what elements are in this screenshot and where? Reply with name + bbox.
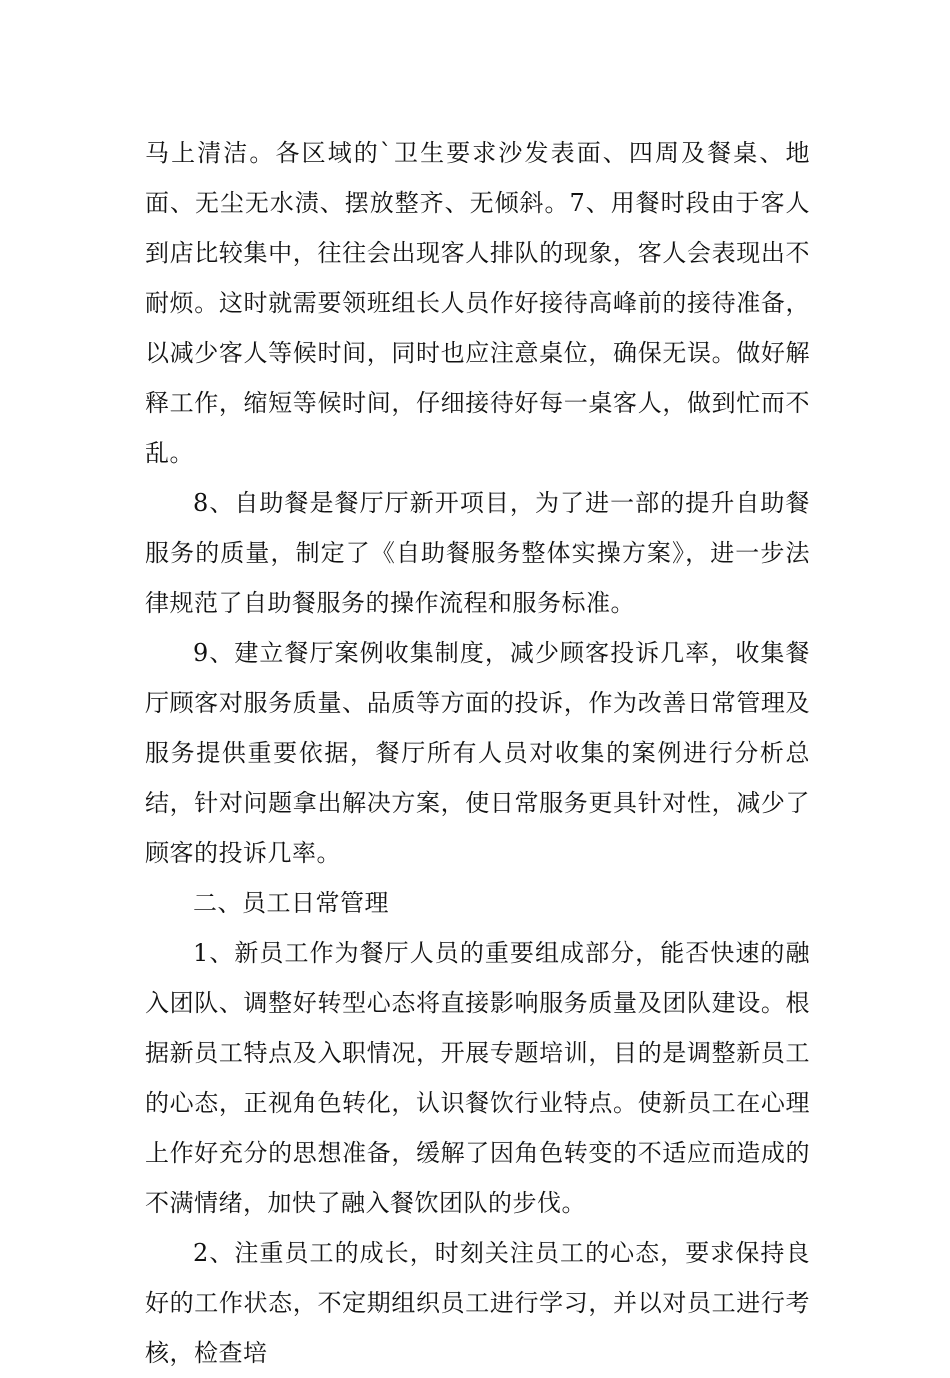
section-heading-staff-management: 二、员工日常管理	[193, 889, 389, 917]
paragraph-staff-growth: 2、注重员工的成长，时刻关注员工的心态，要求保持良好的工作状态，不定期组织员工进行学习，并以对员工进行考核，检查培	[145, 1239, 810, 1367]
paragraph-buffet-service: 8、自助餐是餐厅厅新开项目，为了进一部的提升自助餐服务的质量，制定了《自助餐服务整体实操方案》，进一步法律规范了自助餐服务的操作流程和服务标准。	[145, 489, 810, 617]
paragraph-case-collection: 9、建立餐厅案例收集制度，减少顾客投诉几率，收集餐厅顾客对服务质量、品质等方面的投诉，作为改善日常管理及服务提供重要依据，餐厅所有人员对收集的案例进行分析总结，针对问题拿出解决方案，使日常服务更具针对性，减少了顾客的投诉几率。	[145, 639, 810, 867]
document-body	[145, 128, 810, 1378]
paragraph-cleaning-service: 马上清洁。各区域的`卫生要求沙发表面、四周及餐桌、地面、无尘无水渍、摆放整齐、无倾斜。7、用餐时段由于客人到店比较集中，往往会出现客人排队的现象，客人会表现出不耐烦。这时就需要领班组长人员作好接待高峰前的接待准备，以减少客人等候时间，同时也应注意桌位，确保无误。做好解释工作，缩短等候时间，仔细接待好每一桌客人，做到忙而不乱。	[145, 139, 810, 467]
paragraph-new-staff-training: 1、新员工作为餐厅人员的重要组成部分，能否快速的融入团队、调整好转型心态将直接影响服务质量及团队建设。根据新员工特点及入职情况，开展专题培训，目的是调整新员工的心态，正视角色转化，认识餐饮行业特点。使新员工在心理上作好充分的思想准备，缓解了因角色转变的不适应而造成的不满情绪，加快了融入餐饮团队的步伐。	[145, 939, 810, 1217]
